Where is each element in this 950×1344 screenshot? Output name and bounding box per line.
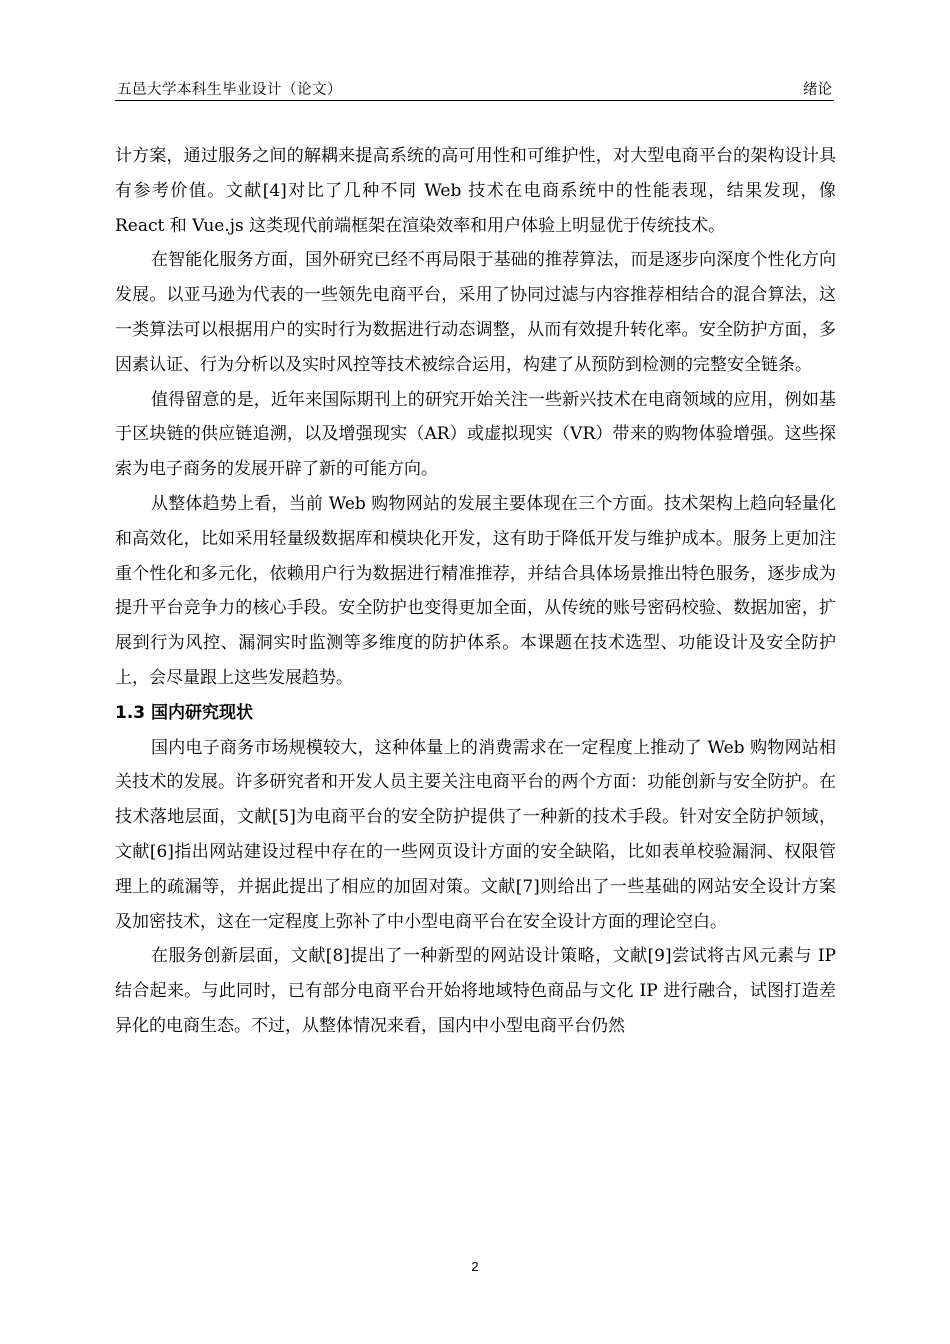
header-chapter-title: 绪论 (803, 82, 832, 98)
paragraph-service-innovation: 在服务创新层面，文献[8]提出了一种新型的网站设计策略，文献[9]尝试将古风元素与 IP 结合起来。与此同时，已有部分电商平台开始将地域特色商品与文化 IP 进行融合，试图打造差异化的电商生态。不过，从整体情况来看，国内中小型电商平台仍然 (115, 946, 836, 1036)
page-header (115, 76, 834, 101)
paragraph-emerging-tech: 值得留意的是，近年来国际期刊上的研究开始关注一些新兴技术在电商领域的应用，例如基于区块链的供应链追溯，以及增强现实（AR）或虚拟现实（VR）带来的购物体验增强。这些探索为电子商务的发展开辟了新的可能方向。 (115, 389, 836, 480)
paragraph-overall-trend: 从整体趋势上看，当前 Web 购物网站的发展主要体现在三个方面。技术架构上趋向轻量化和高效化，比如采用轻量级数据库和模块化开发，这有助于降低开发与维护成本。服务上更加注重个性化和多元化，依赖用户行为数据进行精准推荐，并结合具体场景推出特色服务，逐步成为提升平台竞争力的核心手段。安全防护也变得更加全面，从传统的账号密码校验、数据加密，扩展到行为风控、漏洞实时监测等多维度的防护体系。本课题在技术选型、功能设计及安全防护上，会尽量跟上这些发展趋势。 (115, 493, 836, 688)
paragraph-intelligent-services: 在智能化服务方面，国外研究已经不再局限于基础的推荐算法，而是逐步向深度个性化方向发展。以亚马逊为代表的一些领先电商平台，采用了协同过滤与内容推荐相结合的混合算法，这一类算法可以根据用户的实时行为数据进行动态调整，从而有效提升转化率。安全防护方面，多因素认证、行为分析以及实时风控等技术被综合运用，构建了从预防到检测的完整安全链条。 (115, 250, 836, 375)
paragraph-domestic-market: 国内电子商务市场规模较大，这种体量上的消费需求在一定程度上推动了 Web 购物网站相关技术的发展。许多研究者和开发人员主要关注电商平台的两个方面：功能创新与安全防护。在技术落地层面，文献[5]为电商平台的安全防护提供了一种新的技术手段。针对安全防护领域，文献[6]指出网站建设过程中存在的一些网页设计方面的安全缺陷，比如表单校验漏洞、权限管理上的疏漏等，并据此提出了相应的加固对策。文献[7]则给出了一些基础的网站安全设计方案及加密技术，这在一定程度上弥补了中小型电商平台在安全设计方面的理论空白。 (115, 737, 836, 932)
paragraph-continued: 计方案，通过服务之间的解耦来提高系统的高可用性和可维护性，对大型电商平台的架构设计具有参考价值。文献[4]对比了几种不同 Web 技术在电商系统中的性能表现，结果发现，像 React 和 Vue.js 这类现代前端框架在渲染效率和用户体验上明显优于传统技术。 (115, 146, 836, 236)
section-heading: 1.3 国内研究现状 (115, 702, 254, 723)
page-number: 2 (471, 1259, 479, 1274)
header-university-title: 五邑大学本科生毕业设计（论文） (117, 82, 342, 98)
page-body (115, 139, 836, 1044)
